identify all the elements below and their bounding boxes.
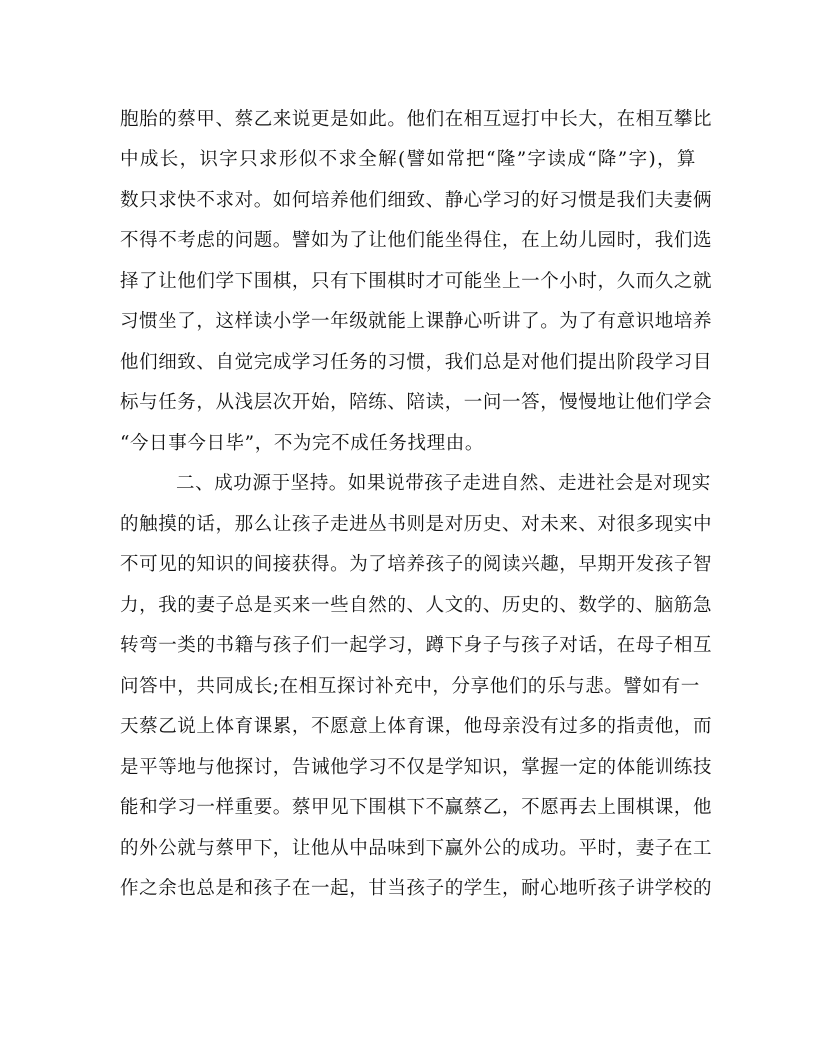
text-line: 作之余也总是和孩子在一起，甘当孩子的学生，耐心地听孩子讲学校的 <box>120 878 713 899</box>
text-line: 择了让他们学下围棋，只有下围棋时才可能坐上一个小时，久而久之就 <box>120 271 713 292</box>
text-line: 能和学习一样重要。蔡甲见下围棋下不赢蔡乙，不愿再去上围棋课，他 <box>120 797 713 818</box>
text-line: 习惯坐了，这样读小学一年级就能上课静心听讲了。为了有意识地培养 <box>120 311 713 332</box>
text-line: 的外公就与蔡甲下，让他从中品味到下赢外公的成功。平时，妻子在工 <box>120 838 713 859</box>
text-line: “今日事今日毕”，不为完不成任务找理由。 <box>120 433 484 454</box>
text-line: 胞胎的蔡甲、蔡乙来说更是如此。他们在相互逗打中长大，在相互攀比 <box>120 109 713 130</box>
text-line: 不得不考虑的问题。譬如为了让他们能坐得住，在上幼儿园时，我们选 <box>120 230 713 251</box>
text-line: 转弯一类的书籍与孩子们一起学习，蹲下身子与孩子对话，在母子相互 <box>120 635 713 656</box>
text-line: 天蔡乙说上体育课累，不愿意上体育课，他母亲没有过多的指责他，而 <box>120 716 713 737</box>
text-line: 问答中，共同成长;在相互探讨补充中，分享他们的乐与悲。譬如有一 <box>120 676 700 697</box>
text-line: 力，我的妻子总是买来一些自然的、人文的、历史的、数学的、脑筋急 <box>120 595 713 616</box>
text-line: 二、成功源于坚持。如果说带孩子走进自然、走进社会是对现实 <box>176 473 711 494</box>
text-line: 标与任务，从浅层次开始，陪练、陪读，一问一答，慢慢地让他们学会 <box>120 392 713 413</box>
text-line: 他们细致、自觉完成学习任务的习惯，我们总是对他们提出阶段学习目 <box>120 352 713 373</box>
text-line: 是平等地与他探讨，告诫他学习不仅是学知识，掌握一定的体能训练技 <box>120 757 713 778</box>
text-line: 数只求快不求对。如何培养他们细致、静心学习的好习惯是我们夫妻俩 <box>120 190 713 211</box>
text-line: 不可见的知识的间接获得。为了培养孩子的阅读兴趣，早期开发孩子智 <box>120 554 713 575</box>
text-line: 中成长，识字只求形似不求全解(譬如常把“隆”字读成“降”字)，算 <box>120 149 696 170</box>
text-line: 的触摸的话，那么让孩子走进丛书则是对历史、对未来、对很多现实中 <box>120 514 713 535</box>
